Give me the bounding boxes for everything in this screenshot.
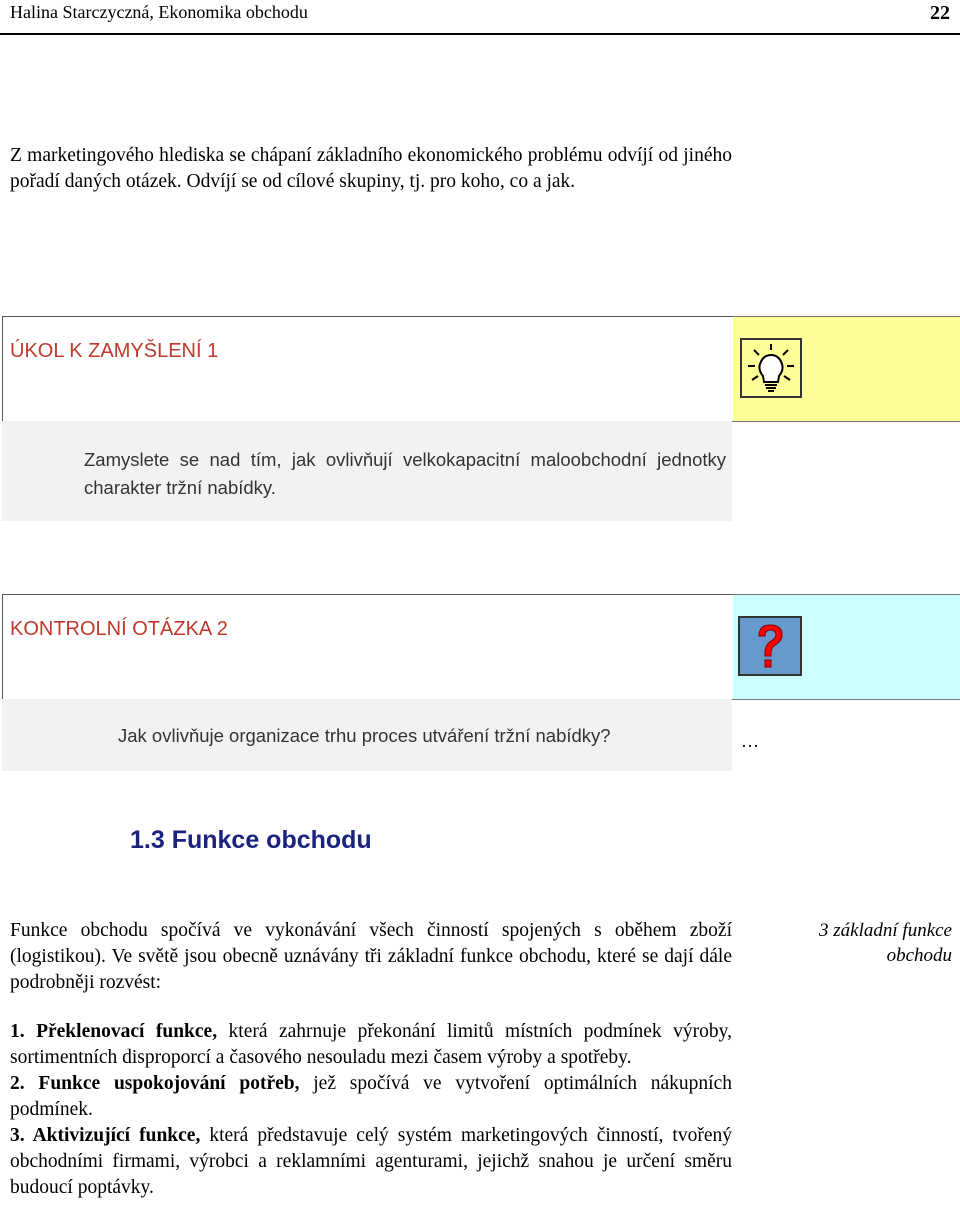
list-item xyxy=(10,1123,732,1201)
list-item xyxy=(10,1019,732,1071)
question-mark-icon xyxy=(738,616,802,676)
lightbulb-icon xyxy=(740,338,802,398)
page-number: 22 xyxy=(930,2,950,24)
header-divider xyxy=(0,33,960,35)
list-item-label: 3. Aktivizující funkce, xyxy=(10,1125,201,1146)
list-item-text: jež spočívá ve vytvoření optimálních nákupních podmínek. xyxy=(10,1073,732,1120)
list-item-text: která představuje celý systém marketingových činností, tvořený obchodními firmami, výrobci a reklamními agenturami, jejichž snahou je určení směru budoucí poptávky. xyxy=(10,1125,732,1198)
answer-ellipsis: … xyxy=(741,731,759,751)
task-box-header xyxy=(2,316,733,422)
intro-paragraph: Z marketingového hlediska se chápaní základního ekonomického problému odvíjí od jiného pořadí daných otázek. Odvíjí se od cílové skupiny, tj. pro koho, co a jak. xyxy=(10,145,732,192)
margin-note: 3 základní funkce obchodu xyxy=(819,920,952,966)
question-box-title: KONTROLNÍ OTÁZKA 2 xyxy=(10,618,228,640)
list-item xyxy=(10,1071,732,1123)
section-heading: 1.3 Funkce obchodu xyxy=(130,826,372,854)
function-list xyxy=(10,1019,732,1201)
task-box-text: Zamyslete se nad tím, jak ovlivňují velkokapacitní maloobchodní jednotky charakter tržní nabídky. xyxy=(84,449,726,498)
section-paragraph: Funkce obchodu spočívá ve vykonávání všech činností spojených s oběhem zboží (logistikou). Ve světě jsou obecně uznávány tři základní funkce obchodu, které se dají dále podrobněji rozvést: xyxy=(10,920,732,993)
task-box-title: ÚKOL K ZAMYŠLENÍ 1 xyxy=(10,340,219,362)
list-item-label: 1. Překlenovací funkce, xyxy=(10,1021,218,1042)
list-item-label: 2. Funkce uspokojování potřeb, xyxy=(10,1073,300,1094)
question-box-text: Jak ovlivňuje organizace trhu proces utváření tržní nabídky? xyxy=(118,725,611,746)
header-author-title: Halina Starczyczná, Ekonomika obchodu xyxy=(10,2,308,22)
list-item-text: která zahrnuje překonání limitů místních podmínek výroby, sortimentních disproporcí a časového nesouladu mezi časem výroby a spotřeby. xyxy=(10,1021,732,1068)
question-box-header xyxy=(2,594,733,700)
